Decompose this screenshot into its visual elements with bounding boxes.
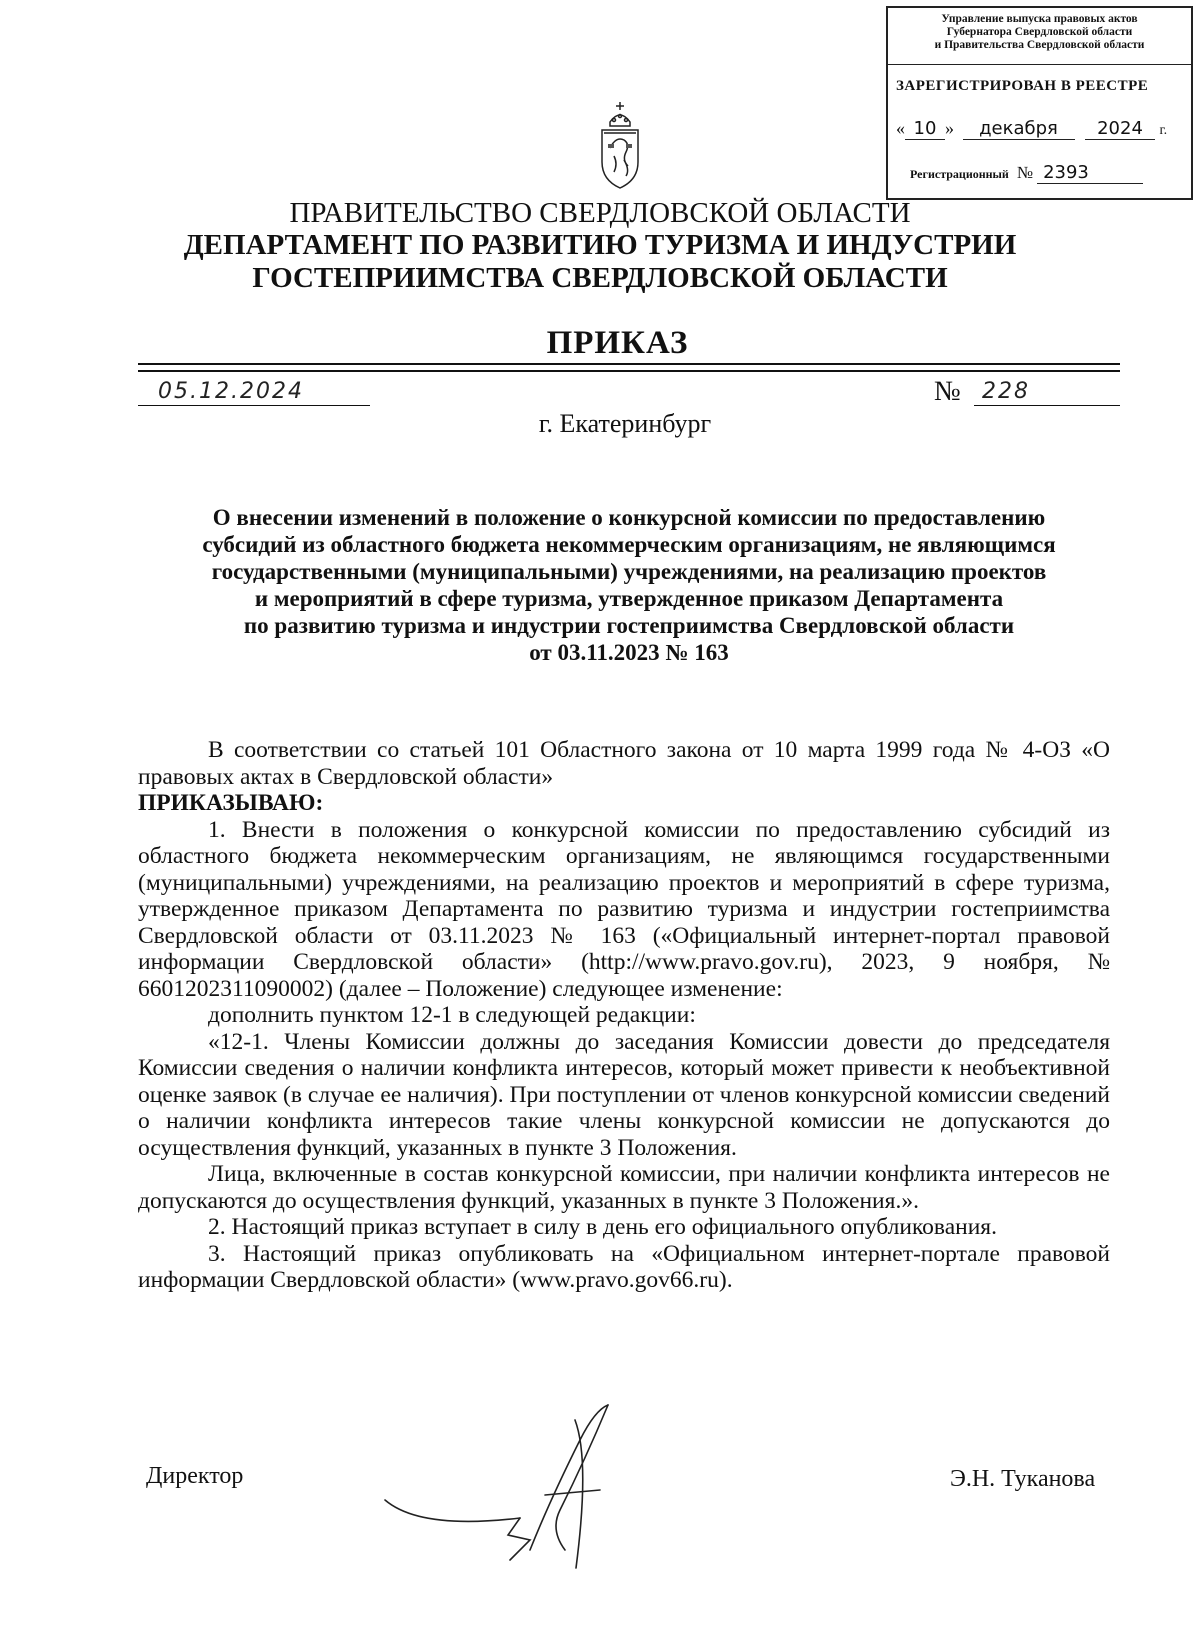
title-line: государственными (муниципальными) учреждениями, на реализацию проектов xyxy=(211,559,1047,584)
government-name: ПРАВИТЕЛЬСТВО СВЕРДЛОВСКОЙ ОБЛАСТИ xyxy=(289,197,911,229)
coat-of-arms-icon xyxy=(596,100,644,190)
document-type: ПРИКАЗ xyxy=(546,325,689,361)
stamp-year: 2024 xyxy=(1085,119,1155,140)
stamp-reg-number: 2393 xyxy=(1037,163,1143,184)
stamp-close-quote: » xyxy=(945,118,954,138)
department-line: ГОСТЕПРИИМСТВА СВЕРДЛОВСКОЙ ОБЛАСТИ xyxy=(252,262,948,294)
stamp-header-line: и Правительства Свердловской области xyxy=(934,39,1145,51)
order-number: 228 xyxy=(982,379,1030,404)
order-word: ПРИКАЗЫВАЮ: xyxy=(138,790,324,816)
item-2: 2. Настоящий приказ вступает в силу в день его официального опубликования. xyxy=(208,1214,997,1240)
department-line: ДЕПАРТАМЕНТ ПО РАЗВИТИЮ ТУРИЗМА И ИНДУСТРИИ xyxy=(183,229,1017,261)
stamp-reg-number-row xyxy=(910,163,1143,184)
stamp-header xyxy=(888,13,1191,52)
stamp-year-suffix: г. xyxy=(1159,123,1168,138)
stamp-month: декабря xyxy=(963,119,1075,140)
stamp-registered-label: ЗАРЕГИСТРИРОВАН В РЕЕСТРЕ xyxy=(896,78,1149,94)
stamp-no-sign: № xyxy=(1016,163,1034,182)
title-line: по развитию туризма и индустрии гостеприимства Свердловской области xyxy=(243,613,1015,638)
stamp-reg-label: Регистрационный xyxy=(910,167,1009,181)
quote-paragraph-2: Лица, включенные в состав конкурсной комиссии, при наличии конфликта интересов не допускаются до осуществления функций, указанных в пункте 3 Положения.». xyxy=(138,1161,1110,1214)
department-name xyxy=(0,229,1200,295)
handwritten-signature xyxy=(380,1400,660,1570)
signatory-position: Директор xyxy=(146,1463,244,1489)
order-date: 05.12.2024 xyxy=(158,379,304,404)
stamp-date xyxy=(896,118,1167,140)
number-sign: № xyxy=(934,376,961,407)
quote-paragraph-1: «12-1. Члены Комиссии должны до заседания Комиссии довести до председателя Комиссии сведения о наличии конфликта интересов, который может привести к необъективной оценке заявок (в случае ее наличия). При поступлении от членов конкурсной комиссии сведений о наличии конфликта интересов такие члены конкурсной комиссии не допускаются до осуществления функций, указанных в пункте 3 Положения. xyxy=(138,1028,1110,1161)
stamp-header-line: Управление выпуска правовых актов xyxy=(941,13,1138,25)
order-title xyxy=(140,504,1118,666)
title-line: субсидий из областного бюджета некоммерческим организациям, не являющимся xyxy=(202,532,1056,557)
city: г. Екатеринбург xyxy=(538,409,712,438)
signatory-name: Э.Н. Туканова xyxy=(950,1466,1096,1492)
item-1-sub: дополнить пунктом 12-1 в следующей редакции: xyxy=(208,1002,696,1028)
title-line: О внесении изменений в положение о конкурсной комиссии по предоставлению xyxy=(212,505,1046,530)
title-line: от 03.11.2023 № 163 xyxy=(529,640,729,665)
stamp-day: 10 xyxy=(905,119,945,140)
date-underline xyxy=(138,405,370,406)
number-underline xyxy=(974,405,1120,406)
stamp-open-quote: « xyxy=(896,118,905,138)
registration-stamp xyxy=(886,6,1193,200)
item-3: 3. Настоящий приказ опубликовать на «Официальном интернет-портале правовой информации Свердловской области» (www.pravo.gov66.ru). xyxy=(138,1240,1110,1293)
stamp-divider xyxy=(888,64,1191,65)
stamp-header-line: Губернатора Свердловской области xyxy=(946,26,1133,38)
title-line: и мероприятий в сфере туризма, утвержденное приказом Департамента xyxy=(254,586,1004,611)
preamble: В соответствии со статьей 101 Областного закона от 10 марта 1999 года № 4-ОЗ «О правовых актах в Свердловской области» xyxy=(138,737,1110,790)
item-1: 1. Внести в положения о конкурсной комиссии по предоставлению субсидий из областного бюджета некоммерческим организациям, не являющимся государственными (муниципальными) учреждениями, на реализацию проектов и мероприятий в сфере туризма, утвержденное приказом Департамента по развитию туризма и индустрии гостеприимства Свердловской области от 03.11.2023 № 163 («Официальный интернет-портал правовой информации Свердловской области» (http://www.pravo.gov.ru), 2023, 9 ноября, № 6601202311090002) (далее – Положение) следующее изменение: xyxy=(138,816,1110,1002)
order-body xyxy=(138,737,1110,1294)
header-double-rule xyxy=(138,363,1120,372)
